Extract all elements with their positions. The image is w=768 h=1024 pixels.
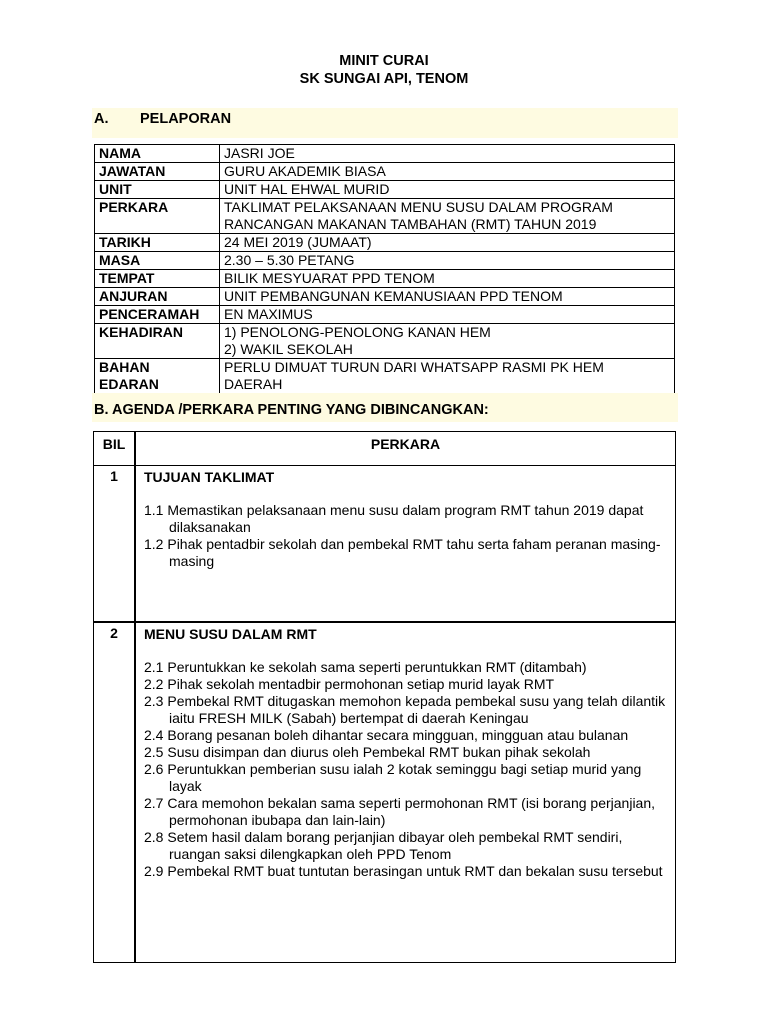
info-value: 2.30 – 5.30 PETANG [220,252,675,270]
agenda-list-item: 2.5 Susu disimpan dan diurus oleh Pembekal RMT bukan pihak sekolah [144,744,591,760]
info-key: PERKARA [95,199,220,234]
info-value: TAKLIMAT PELAKSANAAN MENU SUSU DALAM PROGRAM RANCANGAN MAKANAN TAMBAHAN (RMT) TAHUN 2019 [220,199,675,234]
info-row [95,324,675,359]
agenda-perkara [135,622,676,963]
perkara-header: PERKARA [135,432,676,466]
agenda-bil: 1 [94,466,136,623]
agenda-row [94,622,676,963]
agenda-item-title: MENU SUSU DALAM RMT [144,626,317,642]
info-key: KEHADIRAN [95,324,220,359]
document-title: MINIT CURAI [339,53,429,69]
info-key: ANJURAN [95,288,220,306]
agenda-list-item: 1.1 Memastikan pelaksanaan menu susu dalam program RMT tahun 2019 dapat dilaksanakan [144,502,644,535]
info-value: JASRI JOE [220,145,675,163]
agenda-perkara [135,466,676,623]
agenda-bil: 2 [94,622,136,963]
info-key: PENCERAMAH [95,306,220,324]
agenda-header-row [94,432,676,466]
info-row [95,181,675,199]
info-value: UNIT HAL EHWAL MURID [220,181,675,199]
info-value: GURU AKADEMIK BIASA [220,163,675,181]
info-key: NAMA [95,145,220,163]
section-b-heading: B. AGENDA /PERKARA PENTING YANG DIBINCANGKAN: [92,393,678,422]
report-info-table [94,144,675,394]
info-row [95,163,675,181]
info-row [95,252,675,270]
info-key: UNIT [95,181,220,199]
agenda-list-item: 2.7 Cara memohon bekalan sama seperti permohonan RMT (isi borang perjanjian, permohonan ibubapa dan lain-lain) [144,795,656,828]
info-value: 24 MEI 2019 (JUMAAT) [220,234,675,252]
info-key: TARIKH [95,234,220,252]
info-key: JAWATAN [95,163,220,181]
section-a-heading [92,108,678,138]
info-row [95,270,675,288]
info-value: EN MAXIMUS [220,306,675,324]
info-value: UNIT PEMBANGUNAN KEMANUSIAAN PPD TENOM [220,288,675,306]
document-subtitle: SK SUNGAI API, TENOM [299,71,469,87]
info-value: PERLU DIMUAT TURUN DARI WHATSAPP RASMI PK HEM DAERAH [220,359,675,394]
info-row [95,288,675,306]
agenda-list-item: 2.2 Pihak sekolah mentadbir permohonan setiap murid layak RMT [144,676,555,692]
agenda-item-title: TUJUAN TAKLIMAT [144,469,275,485]
agenda-item-list [144,502,674,570]
agenda-list-item: 2.4 Borang pesanan boleh dihantar secara mingguan, mingguan atau bulanan [144,727,629,743]
agenda-list-item: 2.9 Pembekal RMT buat tuntutan berasingan untuk RMT dan bekalan susu tersebut [144,863,663,879]
info-value: 1) PENOLONG-PENOLONG KANAN HEM 2) WAKIL SEKOLAH [220,324,675,359]
info-key: BAHAN EDARAN [95,359,220,394]
info-row [95,199,675,234]
agenda-row [94,466,676,623]
agenda-item-list [144,659,674,880]
info-row [95,359,675,394]
section-a-label: PELAPORAN [140,111,232,127]
info-value: BILIK MESYUARAT PPD TENOM [220,270,675,288]
info-key: TEMPAT [95,270,220,288]
info-row [95,234,675,252]
agenda-list-item: 2.8 Setem hasil dalam borang perjanjian dibayar oleh pembekal RMT sendiri, ruangan saksi dilengkapkan oleh PPD Tenom [144,829,623,862]
agenda-table [93,431,676,963]
info-row [95,145,675,163]
agenda-list-item: 2.6 Peruntukkan pemberian susu ialah 2 kotak seminggu bagi setiap murid yang layak [144,761,642,794]
bil-header: BIL [94,432,136,466]
agenda-list-item: 1.2 Pihak pentadbir sekolah dan pembekal RMT tahu serta faham peranan masing-masing [144,536,661,569]
section-a-number: A. [94,111,109,127]
info-key: MASA [95,252,220,270]
agenda-list-item: 2.1 Peruntukkan ke sekolah sama seperti peruntukkan RMT (ditambah) [144,659,587,675]
agenda-list-item: 2.3 Pembekal RMT ditugaskan memohon kepada pembekal susu yang telah dilantik iaitu FRESH MILK (Sabah) bertempat di daerah Keningau [144,693,666,726]
info-row [95,306,675,324]
